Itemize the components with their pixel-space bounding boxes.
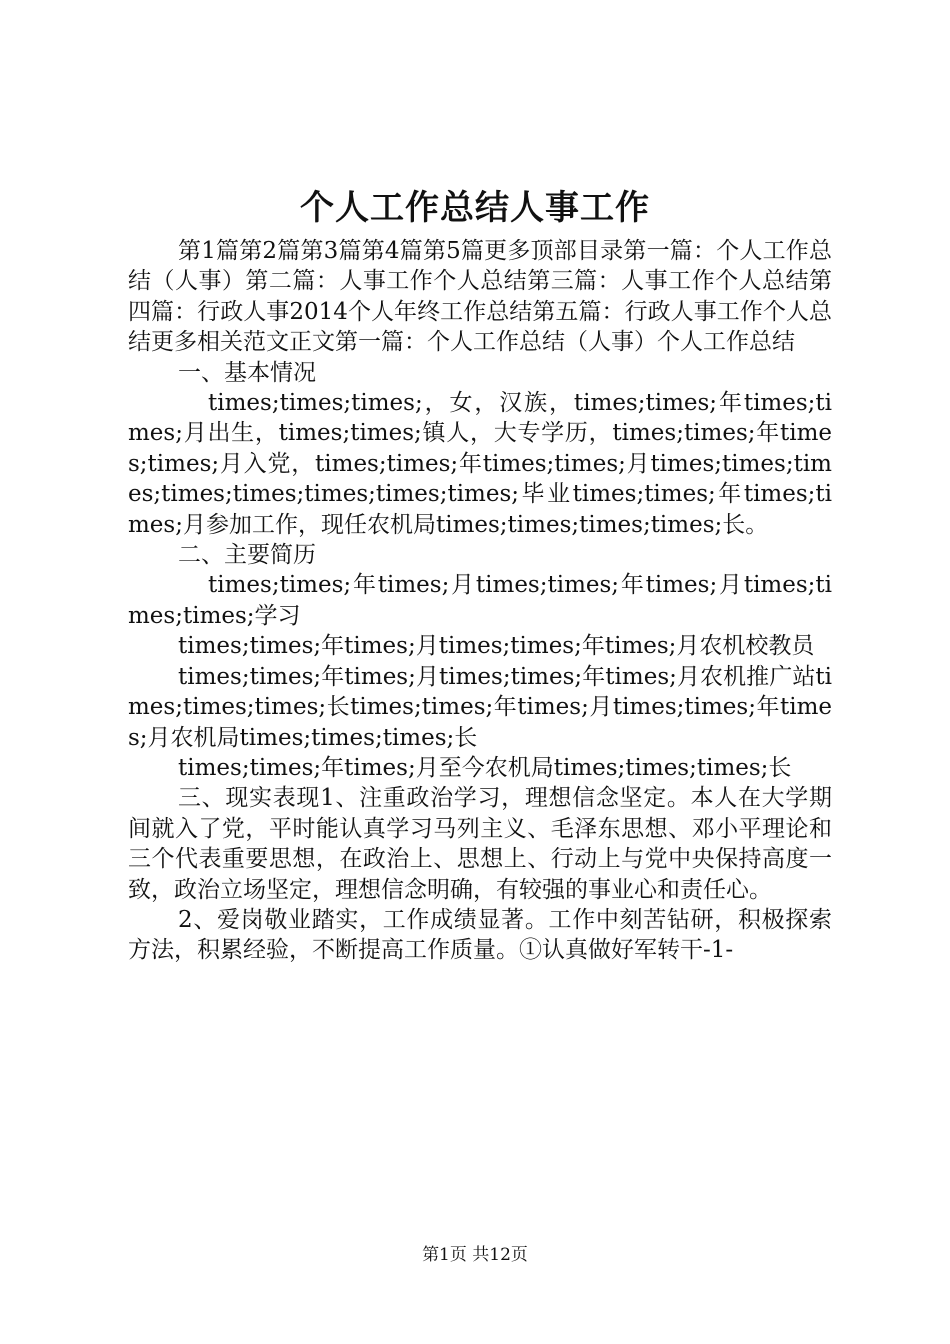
- resume-item: times;times;年times;月至今农机局times;times;times;长: [178, 754, 792, 781]
- document-title: 个人工作总结人事工作: [300, 188, 650, 228]
- document-body: [128, 236, 832, 966]
- resume-item: times;times;年times;月times;times;年times;月农机校教员: [178, 633, 815, 660]
- paragraph-intro: 第1篇第2篇第3篇第4篇第5篇更多顶部目录第一篇：个人工作总结（人事）第二篇：人事工作个人总结第三篇：人事工作个人总结第四篇：行政人事2014个人年终工作总结第五篇：行政人事工作个人总结更多相关范文正文第一篇：个人工作总结（人事）个人工作总结: [128, 238, 832, 356]
- resume-item: times;times;年times;月times;times;年times;月times;times;times;学习: [128, 572, 832, 629]
- paragraph-dedication: 2、爱岗敬业踏实，工作成绩显著。工作中刻苦钻研，积极探索方法，积累经验，不断提高工作质量。①认真做好军转干-1-: [128, 906, 832, 964]
- page-number-footer: 第1页 共12页: [422, 1245, 528, 1265]
- paragraph-performance: 三、现实表现1、注重政治学习，理想信念坚定。本人在大学期间就入了党，平时能认真学习马列主义、毛泽东思想、邓小平理论和三个代表重要思想，在政治上、思想上、行动上与党中央保持高度一致，政治立场坚定，理想信念明确，有较强的事业心和责任心。: [128, 785, 832, 903]
- paragraph-basic-info: times;times;times;，女，汉族，times;times;年times;times;月出生，times;times;镇人，大专学历，times;times;年times;times;月入党，times;times;年times;times;月times;times;times;times;times;times;times;times;毕业times;times;年times;times;月参加工作，现任农机局times;times;times;times;长。: [128, 390, 832, 538]
- resume-item: times;times;年times;月times;times;年times;月农机推广站times;times;times;长times;times;年times;月times;times;年times;月农机局times;times;times;长: [128, 663, 832, 751]
- section-heading-resume: 二、主要简历: [178, 542, 316, 569]
- section-heading-basic: 一、基本情况: [178, 359, 316, 386]
